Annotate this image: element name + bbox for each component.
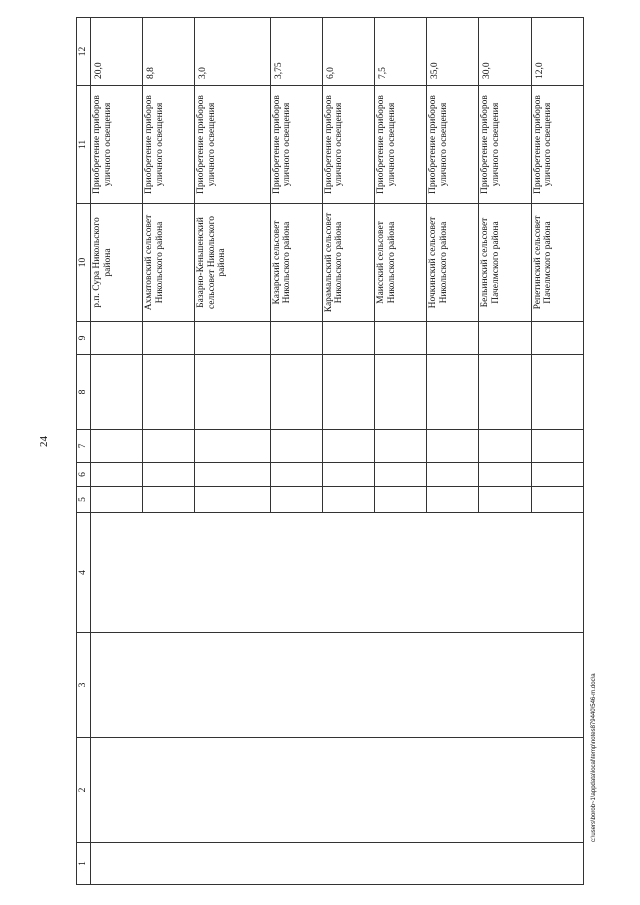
column-header: 6 <box>77 463 91 487</box>
file-path-footer: c:\users\borob~1\appdata\local\temp\notes879440\546-m.doc\a <box>591 673 597 842</box>
table-cell-empty <box>91 487 143 513</box>
table-cell-empty <box>143 355 195 430</box>
table-cell-empty <box>143 430 195 463</box>
table-cell-empty <box>479 487 531 513</box>
municipality-cell: Бельинский сельсовет Пачелмского района <box>479 204 531 322</box>
column-header: 1 <box>77 843 91 885</box>
table-cell-empty <box>375 463 427 487</box>
table-cell-empty <box>91 633 584 738</box>
table-cell-empty <box>195 355 270 430</box>
table-cell-empty <box>91 738 584 843</box>
purpose-cell: Приобретение приборов уличного освещения <box>270 86 322 204</box>
table-cell-empty <box>322 430 374 463</box>
table-cell-empty <box>322 463 374 487</box>
table-cell-empty <box>91 355 143 430</box>
municipality-cell: Ночкинский сельсовет Никольского района <box>427 204 479 322</box>
purpose-cell: Приобретение приборов уличного освещения <box>531 86 583 204</box>
table-cell-empty <box>427 355 479 430</box>
table-cell-empty <box>531 487 583 513</box>
municipality-cell: р.п. Сура Никольского района <box>91 204 143 322</box>
amount-cell: 35,0 <box>427 18 479 86</box>
table-cell-empty <box>143 487 195 513</box>
purpose-cell: Приобретение приборов уличного освещения <box>479 86 531 204</box>
table-cell-empty <box>531 430 583 463</box>
amount-cell: 20,0 <box>91 18 143 86</box>
data-table <box>76 17 584 885</box>
column-number-row <box>77 18 91 885</box>
municipality-cell: Карамальский сельсовет Никольского района <box>322 204 374 322</box>
column-header: 3 <box>77 633 91 738</box>
purpose-cell: Приобретение приборов уличного освещения <box>375 86 427 204</box>
table-cell-empty <box>91 513 584 633</box>
table-cell-empty <box>143 463 195 487</box>
table-cell-empty <box>91 463 143 487</box>
amount-cell: 7,5 <box>375 18 427 86</box>
table-cell-empty <box>270 322 322 355</box>
purpose-cell: Приобретение приборов уличного освещения <box>143 86 195 204</box>
table-cell-empty <box>91 322 143 355</box>
table-cell-empty <box>479 322 531 355</box>
table-cell-empty <box>531 463 583 487</box>
purpose-cell: Приобретение приборов уличного освещения <box>427 86 479 204</box>
table-cell-empty <box>479 463 531 487</box>
table-cell-empty <box>322 355 374 430</box>
table-cell-empty <box>322 322 374 355</box>
table-cell-empty <box>195 463 270 487</box>
table-cell-empty <box>427 322 479 355</box>
table-cell-empty <box>375 487 427 513</box>
column-header: 10 <box>77 204 91 322</box>
table-cell-empty <box>195 487 270 513</box>
table-cell-empty <box>270 430 322 463</box>
column-header: 5 <box>77 487 91 513</box>
table-row <box>91 18 143 885</box>
column-header: 7 <box>77 430 91 463</box>
column-header: 11 <box>77 86 91 204</box>
table-cell-empty <box>375 430 427 463</box>
column-header: 12 <box>77 18 91 86</box>
amount-cell: 3,0 <box>195 18 270 86</box>
table-cell-empty <box>195 430 270 463</box>
table-cell-empty <box>375 322 427 355</box>
table-cell-empty <box>91 843 584 885</box>
table-cell-empty <box>143 322 195 355</box>
column-header: 2 <box>77 738 91 843</box>
purpose-cell: Приобретение приборов уличного освещения <box>195 86 270 204</box>
table-cell-empty <box>531 322 583 355</box>
amount-cell: 30,0 <box>479 18 531 86</box>
column-header: 9 <box>77 322 91 355</box>
table-cell-empty <box>322 487 374 513</box>
table-cell-empty <box>427 463 479 487</box>
municipality-cell: Маисский сельсовет Никольского района <box>375 204 427 322</box>
table-cell-empty <box>427 487 479 513</box>
table-cell-empty <box>531 355 583 430</box>
table-cell-empty <box>270 487 322 513</box>
amount-cell: 3,75 <box>270 18 322 86</box>
table-cell-empty <box>427 430 479 463</box>
municipality-cell: Базарно-Кеньшенский сельсовет Никольского района <box>195 204 270 322</box>
table-cell-empty <box>195 322 270 355</box>
purpose-cell: Приобретение приборов уличного освещения <box>91 86 143 204</box>
table-cell-empty <box>270 355 322 430</box>
column-header: 4 <box>77 513 91 633</box>
rotated-table-container <box>76 18 584 885</box>
column-header: 8 <box>77 355 91 430</box>
table-cell-empty <box>375 355 427 430</box>
table-cell-empty <box>91 430 143 463</box>
table-cell-empty <box>479 355 531 430</box>
amount-cell: 8,8 <box>143 18 195 86</box>
municipality-cell: Казарский сельсовет Никольского района <box>270 204 322 322</box>
purpose-cell: Приобретение приборов уличного освещения <box>322 86 374 204</box>
municipality-cell: Репетинский сельсовет Пачелмского района <box>531 204 583 322</box>
amount-cell: 6,0 <box>322 18 374 86</box>
table-cell-empty <box>270 463 322 487</box>
page-number: 24 <box>38 436 50 447</box>
table-cell-empty <box>479 430 531 463</box>
amount-cell: 12,0 <box>531 18 583 86</box>
municipality-cell: Ахматовский сельсовет Никольского района <box>143 204 195 322</box>
